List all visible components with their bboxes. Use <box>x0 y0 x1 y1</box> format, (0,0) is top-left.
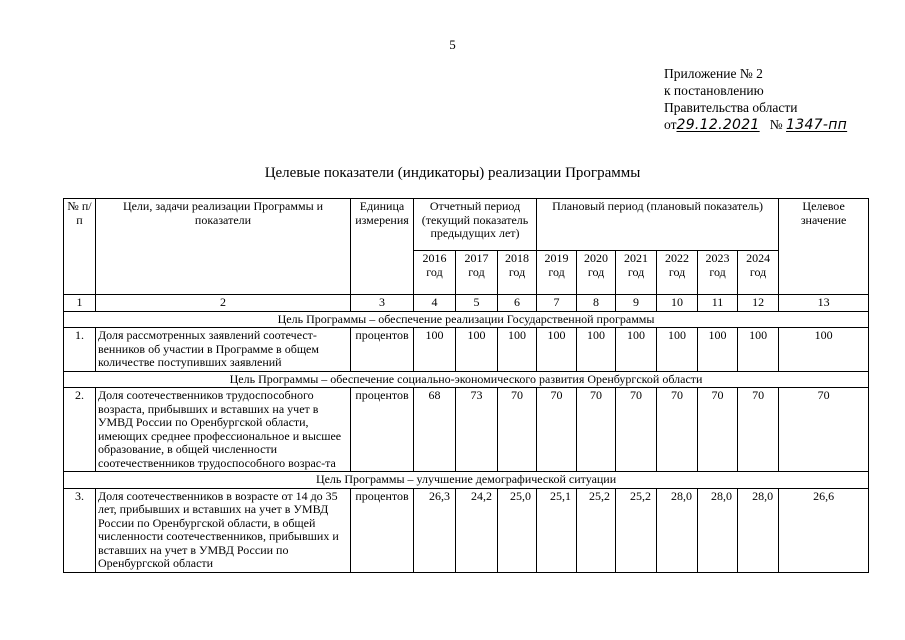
value-cell: 100 <box>738 328 779 372</box>
appendix-line-3: Правительства области <box>664 100 798 115</box>
value-cell: 100 <box>616 328 657 372</box>
header-planned-period: Плановый период (плановый показатель) <box>537 199 779 251</box>
value-cell: 100 <box>577 328 616 372</box>
col-number: 1 <box>64 295 96 312</box>
value-cell: 28,0 <box>698 488 738 572</box>
indicator-name: Доля соотечественников в возрасте от 14 до 35 лет, прибывших и вставших на учет в УМВД России по Оренбургской области, в общей численности соотечественников, прибывших и вставших на учет в УМВД России по Оренбургской области <box>96 488 351 572</box>
value-cell: 25,2 <box>577 488 616 572</box>
col-number: 12 <box>738 295 779 312</box>
value-cell: 70 <box>657 388 698 472</box>
table-row <box>64 488 869 572</box>
goal-heading: Цель Программы – улучшение демографической ситуации <box>64 472 869 489</box>
col-number: 4 <box>414 295 456 312</box>
value-cell: 100 <box>657 328 698 372</box>
col-number: 10 <box>657 295 698 312</box>
col-number: 5 <box>456 295 498 312</box>
value-cell: 25,2 <box>616 488 657 572</box>
header-target: Целевое значение <box>779 199 869 295</box>
value-cell: 28,0 <box>738 488 779 572</box>
col-number: 7 <box>537 295 577 312</box>
handwritten-date: 29.12.2021 <box>676 117 760 133</box>
target-cell: 100 <box>779 328 869 372</box>
goal-heading: Цель Программы – обеспечение реализации Государственной программы <box>64 311 869 328</box>
value-cell: 73 <box>456 388 498 472</box>
col-number: 2 <box>96 295 351 312</box>
col-number: 6 <box>498 295 537 312</box>
table-row <box>64 328 869 372</box>
document-title: Целевые показатели (индикаторы) реализации Программы <box>264 165 641 181</box>
header-year: 2021 год <box>616 251 657 295</box>
col-number: 8 <box>577 295 616 312</box>
value-cell: 100 <box>698 328 738 372</box>
value-cell: 24,2 <box>456 488 498 572</box>
header-year: 2023 год <box>698 251 738 295</box>
col-number: 13 <box>779 295 869 312</box>
header-year: 2018 год <box>498 251 537 295</box>
header-reporting-period: Отчетный период (текущий показатель предыдущих лет) <box>414 199 537 251</box>
header-year: 2020 год <box>577 251 616 295</box>
value-cell: 70 <box>537 388 577 472</box>
value-cell: 100 <box>456 328 498 372</box>
header-year: 2022 год <box>657 251 698 295</box>
value-cell: 100 <box>498 328 537 372</box>
col-number: 3 <box>351 295 414 312</box>
unit-cell: процентов <box>351 488 414 572</box>
value-cell: 70 <box>577 388 616 472</box>
goal-heading: Цель Программы – обеспечение социально-экономического развития Оренбургской области <box>64 371 869 388</box>
appendix-block <box>664 65 847 134</box>
table-row <box>64 388 869 472</box>
row-num: 1. <box>64 328 96 372</box>
unit-cell: процентов <box>351 328 414 372</box>
value-cell: 100 <box>537 328 577 372</box>
header-year: 2017 год <box>456 251 498 295</box>
indicator-name: Доля рассмотренных заявлений соотечест-венников об участии в Программе в общем количестве поступивших заявлений <box>96 328 351 372</box>
indicator-name: Доля соотечественников трудоспособного возраста, прибывших и вставших на учет в УМВД России по Оренбургской области, имеющих среднее профессиональное и высшее образование, в общей численности соотечественников трудоспособного возрас-та <box>96 388 351 472</box>
appendix-line-1: Приложение № 2 <box>664 66 763 81</box>
value-cell: 28,0 <box>657 488 698 572</box>
number-prefix: № <box>769 117 783 132</box>
col-number: 9 <box>616 295 657 312</box>
page-number: 5 <box>449 37 456 52</box>
column-numbers-row <box>64 295 869 312</box>
value-cell: 68 <box>414 388 456 472</box>
target-cell: 70 <box>779 388 869 472</box>
col-number: 11 <box>698 295 738 312</box>
header-num: № п/п <box>64 199 96 295</box>
unit-cell: процентов <box>351 388 414 472</box>
header-unit: Единица измерения <box>351 199 414 295</box>
value-cell: 100 <box>414 328 456 372</box>
value-cell: 26,3 <box>414 488 456 572</box>
indicators-table <box>63 198 869 573</box>
target-cell: 26,6 <box>779 488 869 572</box>
value-cell: 25,1 <box>537 488 577 572</box>
row-num: 2. <box>64 388 96 472</box>
handwritten-number: 1347-пп <box>786 117 848 133</box>
value-cell: 70 <box>738 388 779 472</box>
appendix-line-2: к постановлению <box>664 83 764 98</box>
date-prefix: от <box>664 117 677 132</box>
header-year: 2019 год <box>537 251 577 295</box>
header-year: 2016 год <box>414 251 456 295</box>
header-goals: Цели, задачи реализации Программы и показатели <box>96 199 351 295</box>
appendix-date-line <box>664 116 847 134</box>
header-year: 2024 год <box>738 251 779 295</box>
value-cell: 70 <box>698 388 738 472</box>
row-num: 3. <box>64 488 96 572</box>
value-cell: 70 <box>616 388 657 472</box>
value-cell: 70 <box>498 388 537 472</box>
value-cell: 25,0 <box>498 488 537 572</box>
